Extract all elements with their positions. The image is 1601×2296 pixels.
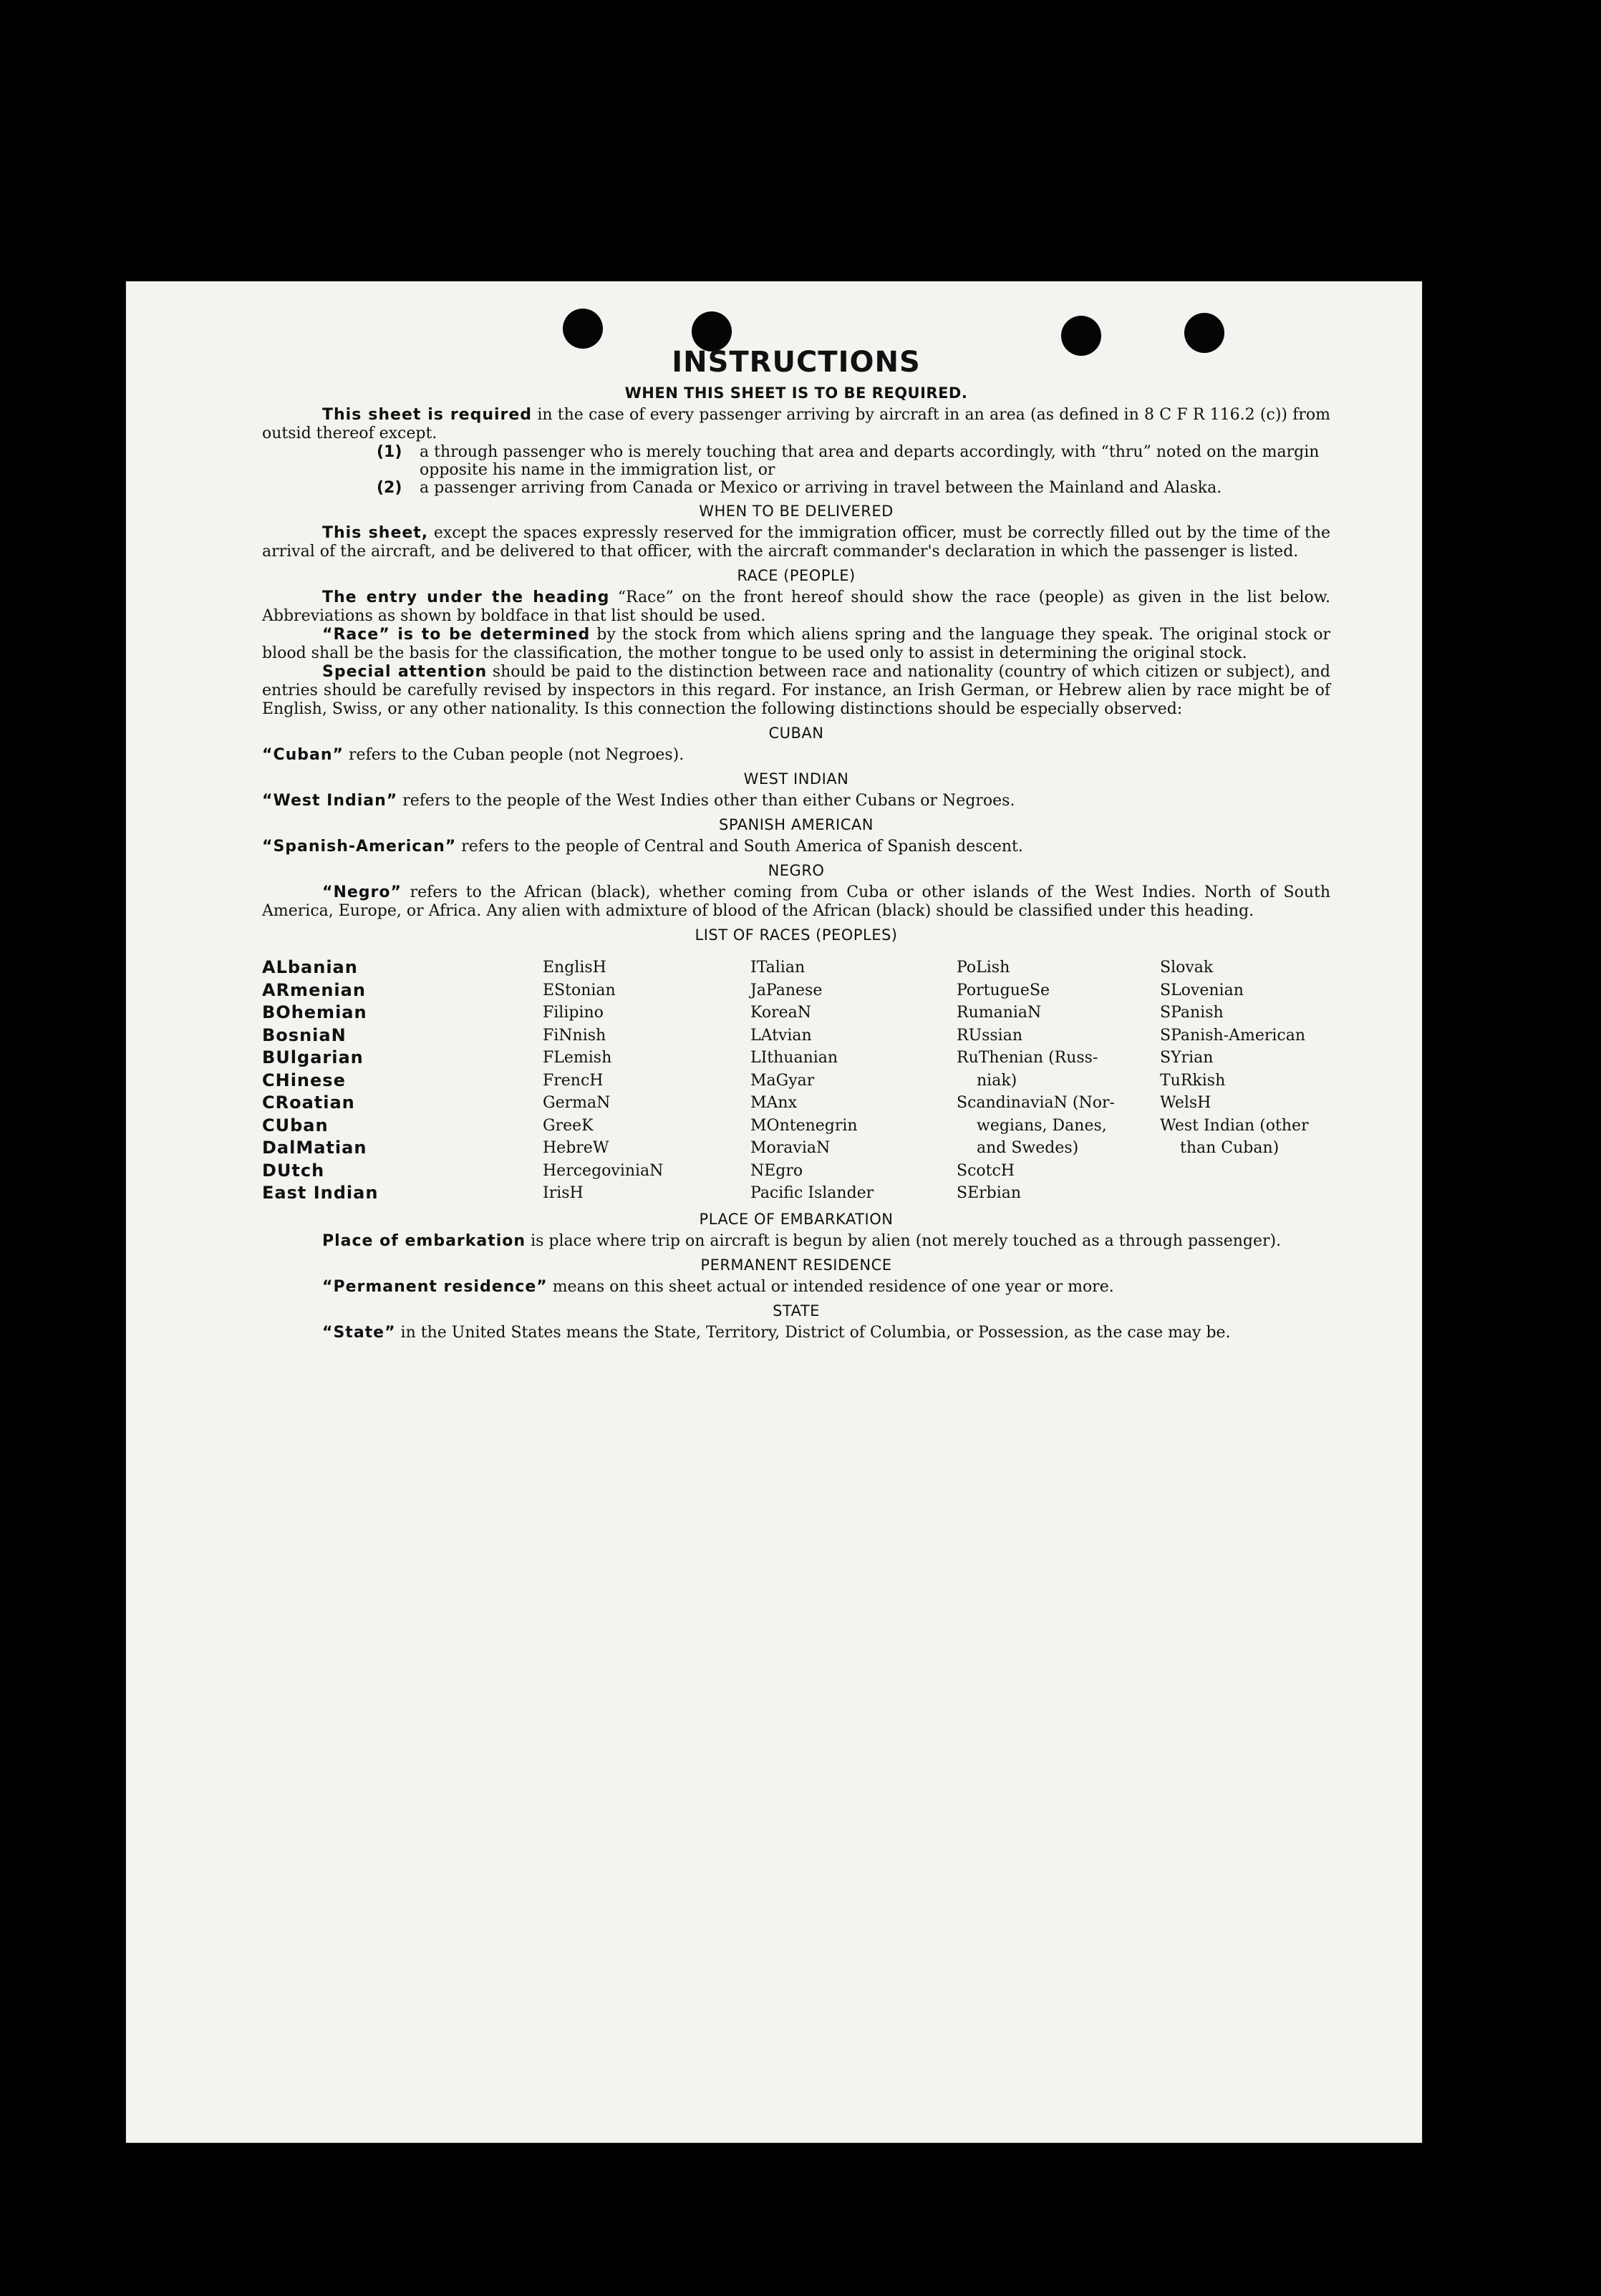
west-indian-paragraph: “West Indian” refers to the people of the West Indies other than either Cubans or Negroes. — [262, 792, 1015, 810]
race-entry: ScandinaviaN (Nor- — [957, 1094, 1115, 1112]
section-heading-spanish-american: SPANISH AMERICAN — [719, 816, 874, 833]
race-entry: CRoatian — [262, 1093, 355, 1113]
race-entry: BUlgarian — [262, 1047, 364, 1067]
list-item: (2) a passenger arriving from Canada or Mexico or arriving in travel between the Mainland and Alaska. — [377, 479, 1222, 497]
race-entry: CUban — [262, 1115, 329, 1135]
races-column — [1160, 956, 1346, 1205]
race-entry: RUssian — [957, 1026, 1023, 1045]
race-entry: BOhemian — [262, 1002, 367, 1022]
race-paragraph-3: Special attention should be paid to the distinction between race and nationality (country of which citizen or subject), and entries should be carefully revised by inspectors in this regard. For instance, an Irish German, or Hebrew alien by race might be of English, Swiss, or any other nationality. Is this connection the following distinctions should be especially observed: — [262, 663, 1330, 718]
race-entry: SPanish-American — [1160, 1026, 1306, 1045]
list-item: (1) a through passenger who is merely touching that area and departs accordingly, with “thru” noted on the margin opposite his name in the immigration list, or — [377, 443, 1320, 479]
embarkation-paragraph: Place of embarkation is place where trip on aircraft is begun by alien (not merely touched as a through passenger). — [322, 1231, 1282, 1250]
races-column — [957, 956, 1160, 1205]
race-entry: RumaniaN — [957, 1004, 1042, 1022]
race-entry: LIthuanian — [750, 1049, 838, 1067]
page-title: INSTRUCTIONS — [672, 346, 921, 379]
section-heading-delivered: WHEN TO BE DELIVERED — [699, 503, 894, 520]
race-entry: IrisH — [543, 1184, 584, 1202]
section-heading-cuban: CUBAN — [768, 725, 824, 742]
race-entry: JaPanese — [750, 981, 823, 999]
section-heading-required: WHEN THIS SHEET IS TO BE REQUIRED. — [624, 384, 968, 402]
spanish-american-paragraph: “Spanish-American” refers to the people of Central and South America of Spanish descent. — [262, 838, 1023, 856]
race-entry: CHinese — [262, 1070, 346, 1090]
race-entry: EnglisH — [543, 959, 606, 977]
negro-paragraph: “Negro” refers to the African (black), whether coming from Cuba or other islands of the West Indies. North of South America, Europe, or Africa. Any alien with admixture of blood of the African (black) should be classified under this heading. — [262, 883, 1330, 920]
races-column — [262, 956, 543, 1205]
section-heading-residence: PERMANENT RESIDENCE — [700, 1256, 892, 1274]
delivered-paragraph: This sheet, except the spaces expressly reserved for the immigration officer, must be correctly filled out by the time of the arrival of the aircraft, and be delivered to that officer, with the aircraft commander's declaration in which the passenger is listed. — [262, 524, 1331, 561]
race-entry: LAtvian — [750, 1026, 812, 1045]
race-entry: TuRkish — [1160, 1071, 1226, 1090]
section-heading-embarkation: PLACE OF EMBARKATION — [699, 1210, 894, 1228]
race-entry: GermaN — [543, 1094, 611, 1112]
race-entry: MaGyar — [750, 1071, 815, 1090]
race-entry: East Indian — [262, 1183, 379, 1203]
race-entry: wegians, Danes, — [977, 1116, 1107, 1135]
sheet-content — [262, 346, 1330, 1342]
instruction-sheet — [126, 281, 1422, 2143]
race-entry: WelsH — [1160, 1094, 1211, 1112]
race-entry: niak) — [977, 1071, 1017, 1090]
cuban-paragraph: “Cuban” refers to the Cuban people (not Negroes). — [262, 746, 685, 764]
race-paragraph-2: “Race” is to be determined by the stock from which aliens spring and the language they speak. The original stock or blood shall be the basis for the classification, the mother tongue to be used only to assist in determining the original stock. — [262, 626, 1330, 662]
race-entry: SPanish — [1160, 1004, 1224, 1022]
race-entry: KoreaN — [750, 1004, 811, 1022]
section-heading-west-indian: WEST INDIAN — [743, 770, 849, 788]
race-entry: HebreW — [543, 1139, 609, 1157]
race-paragraph-1: The entry under the heading “Race” on the front hereof should show the race (people) as given in the list below. Abbreviations as shown by boldface in that list should be used. — [262, 588, 1330, 625]
race-entry: SYrian — [1160, 1049, 1214, 1067]
races-table — [262, 956, 1330, 1205]
race-entry: PoLish — [957, 959, 1010, 977]
race-entry: EStonian — [543, 981, 616, 999]
race-entry: HercegoviniaN — [543, 1161, 664, 1180]
race-entry: GreeK — [543, 1116, 594, 1135]
race-entry: and Swedes) — [977, 1139, 1079, 1157]
race-entry: West Indian (other — [1160, 1116, 1309, 1135]
race-entry: Slovak — [1160, 959, 1214, 977]
race-entry: FrencH — [543, 1071, 604, 1090]
race-entry: DalMatian — [262, 1138, 367, 1158]
race-entry: DUtch — [262, 1160, 325, 1181]
section-heading-list-of-races: LIST OF RACES (PEOPLES) — [695, 926, 898, 944]
race-entry: MoraviaN — [750, 1139, 831, 1157]
residence-paragraph: “Permanent residence” means on this sheet actual or intended residence of one year or more. — [322, 1277, 1114, 1296]
state-paragraph: “State” in the United States means the State, Territory, District of Columbia, or Possession, as the case may be. — [322, 1323, 1231, 1342]
race-entry: PortugueSe — [957, 981, 1050, 999]
race-entry: MAnx — [750, 1094, 797, 1112]
race-entry: Filipino — [543, 1004, 604, 1022]
races-column — [750, 956, 957, 1205]
section-heading-state: STATE — [773, 1302, 820, 1319]
race-entry: ARmenian — [262, 979, 366, 1000]
punch-hole — [563, 309, 603, 349]
race-entry: FLemish — [543, 1049, 612, 1067]
races-column — [543, 956, 750, 1205]
section-heading-negro: NEGRO — [768, 862, 825, 879]
race-entry: ScotcH — [957, 1161, 1015, 1180]
race-entry: BosniaN — [262, 1025, 347, 1045]
race-entry: RuThenian (Russ- — [957, 1049, 1098, 1067]
race-entry: NEgro — [750, 1161, 803, 1180]
race-entry: MOntenegrin — [750, 1116, 858, 1135]
race-entry: Pacific Islander — [750, 1184, 874, 1202]
race-entry: FiNnish — [543, 1026, 606, 1045]
race-entry: SLovenian — [1160, 981, 1244, 999]
race-entry: ALbanian — [262, 957, 358, 977]
race-entry: ITalian — [750, 959, 806, 977]
section-heading-race: RACE (PEOPLE) — [737, 567, 856, 584]
race-entry: than Cuban) — [1180, 1139, 1280, 1157]
required-paragraph: This sheet is required in the case of every passenger arriving by aircraft in an area (as defined in 8 C F R 116.2 (c)) from outsid thereof except. — [262, 406, 1330, 442]
race-entry: SErbian — [957, 1184, 1022, 1202]
